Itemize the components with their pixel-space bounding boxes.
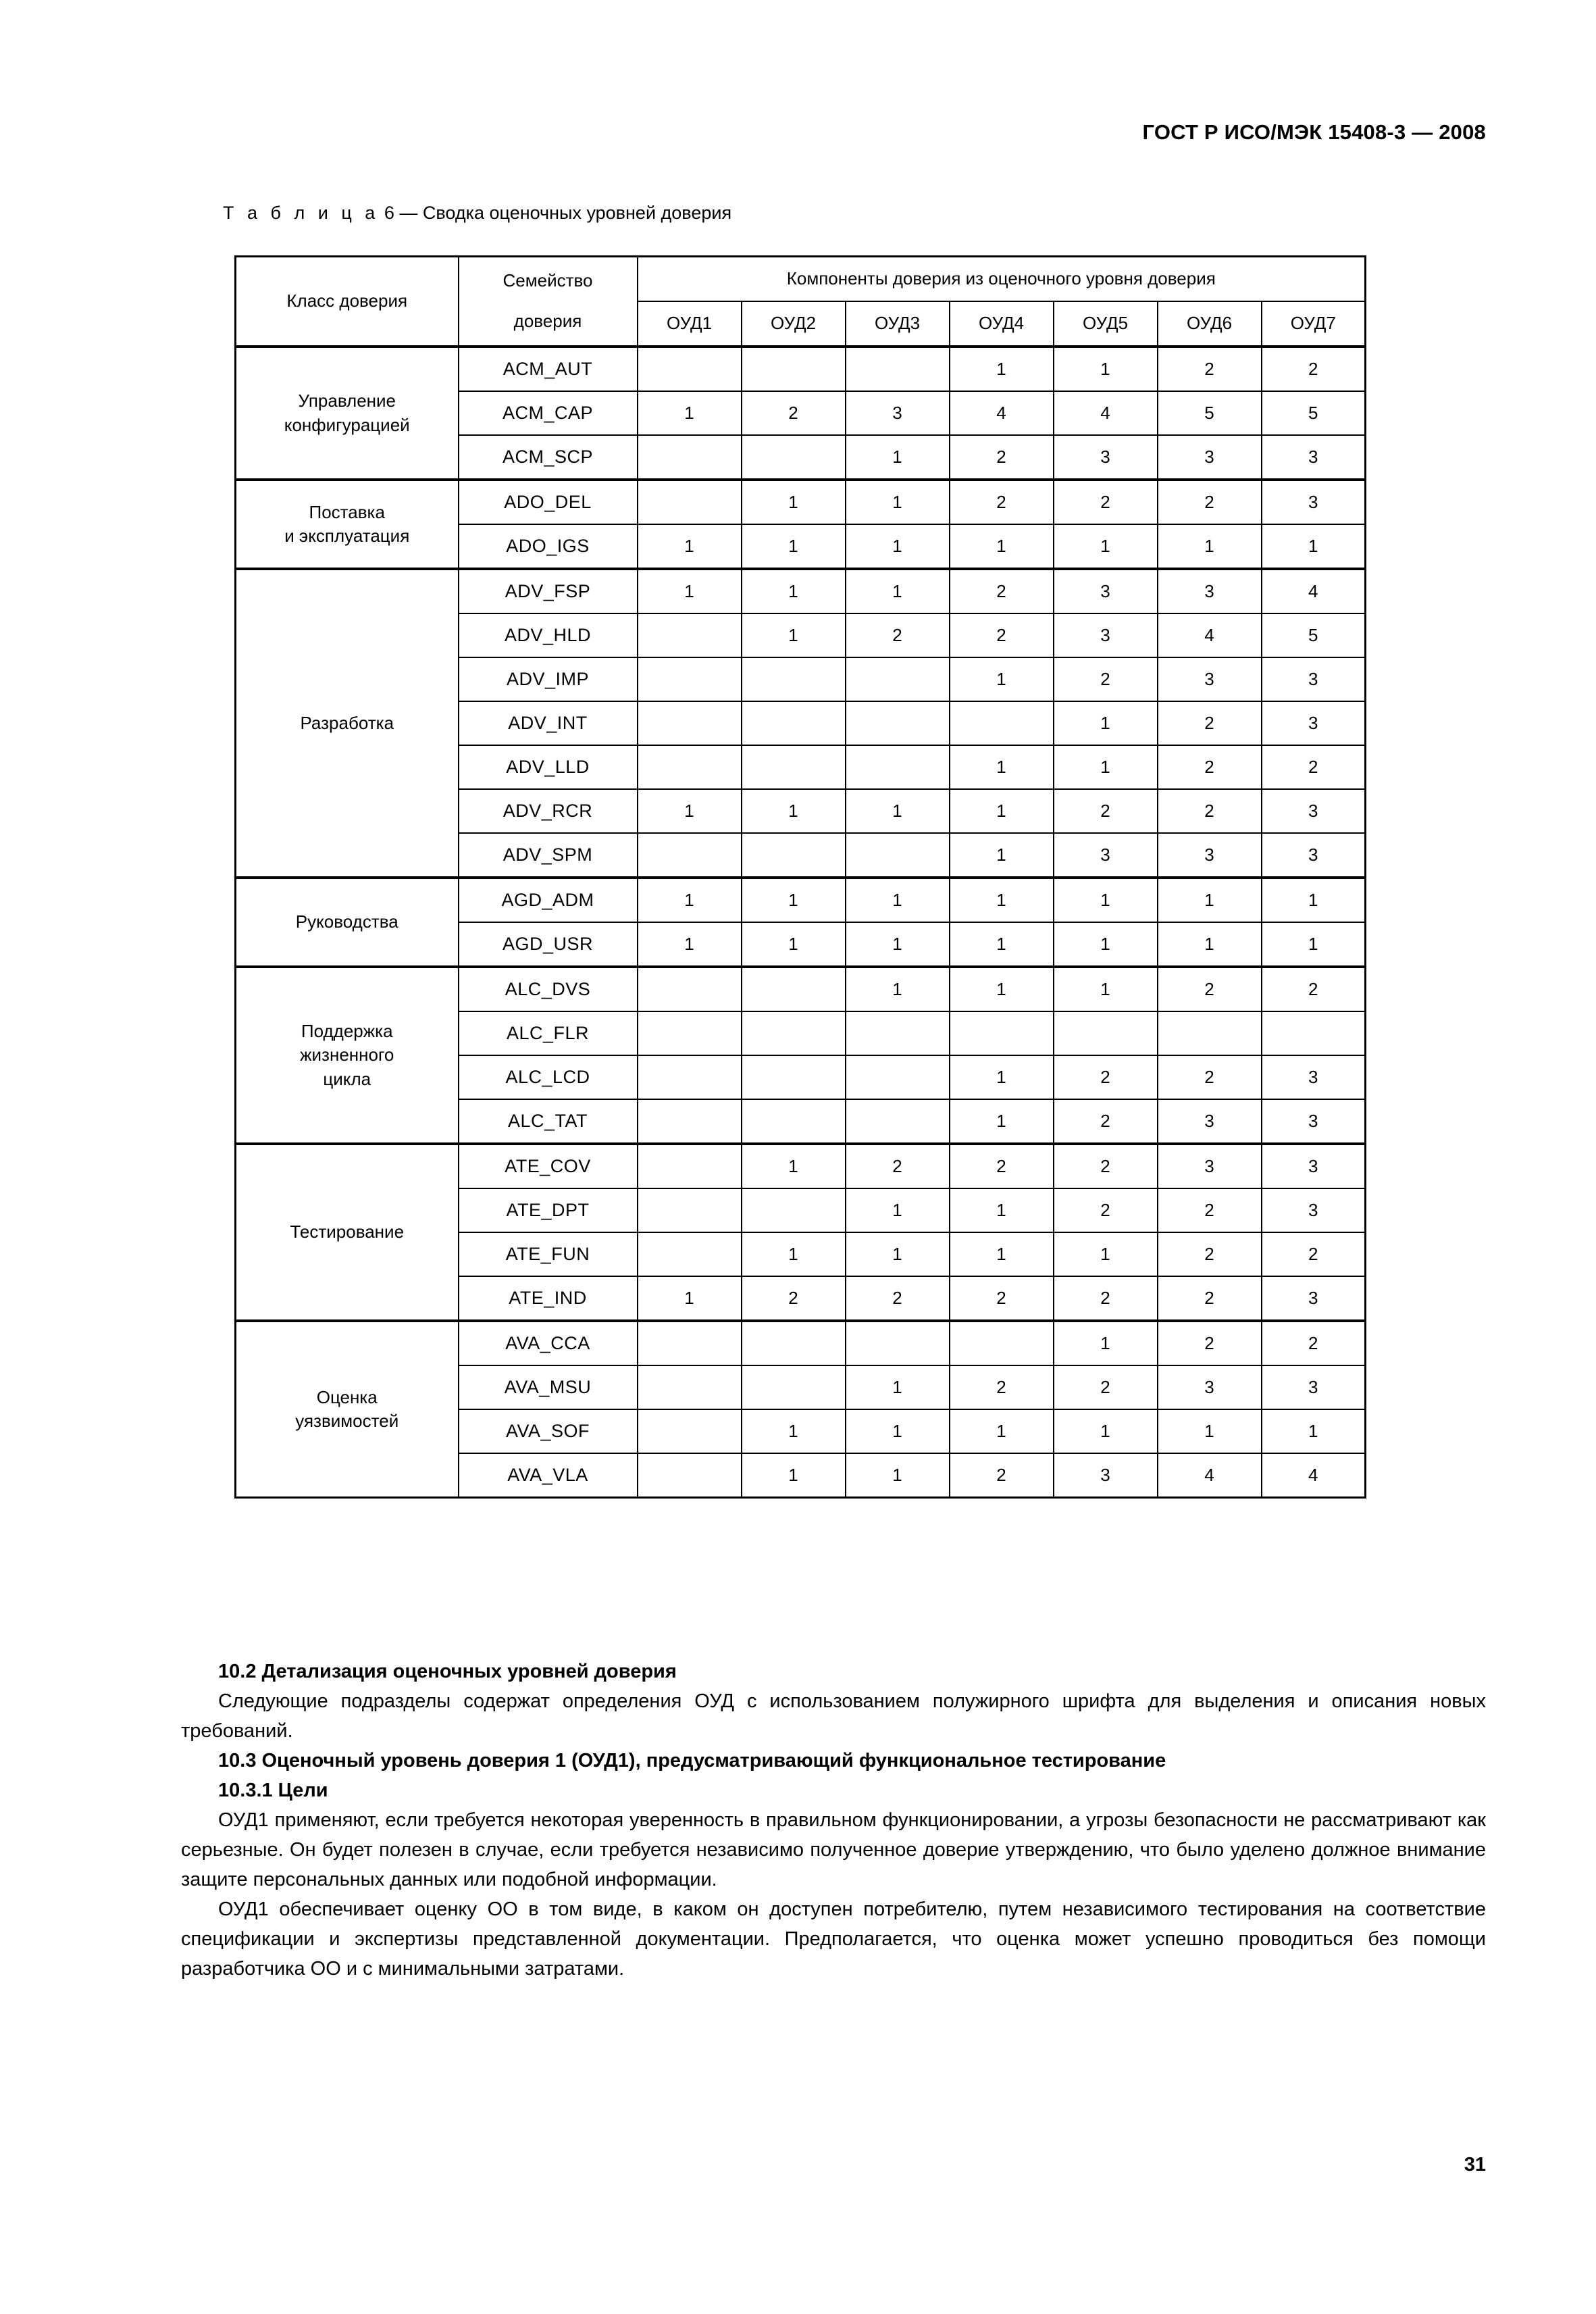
component-cell-alc_tat-eal5: 2 xyxy=(1054,1099,1158,1144)
component-cell-adv_rcr-eal3: 1 xyxy=(846,789,950,833)
component-cell-adv_hld-eal7: 5 xyxy=(1262,613,1366,657)
component-cell-alc_tat-eal3 xyxy=(846,1099,950,1144)
component-cell-acm_scp-eal7: 3 xyxy=(1262,435,1366,480)
table-caption xyxy=(223,203,731,224)
component-cell-alc_flr-eal2 xyxy=(742,1011,846,1055)
component-cell-ate_ind-eal3: 2 xyxy=(846,1276,950,1321)
component-cell-ava_sof-eal4: 1 xyxy=(950,1409,1054,1453)
component-cell-acm_scp-eal3: 1 xyxy=(846,435,950,480)
component-cell-adv_int-eal4 xyxy=(950,701,1054,745)
assurance-family-cell: AGD_USR xyxy=(459,922,638,967)
component-cell-alc_lcd-eal2 xyxy=(742,1055,846,1099)
table-row xyxy=(236,347,1366,391)
component-cell-ado_del-eal6: 2 xyxy=(1158,480,1262,524)
header-class-doveriya: Класс доверия xyxy=(236,257,459,347)
component-cell-acm_aut-eal4: 1 xyxy=(950,347,1054,391)
component-cell-ava_sof-eal1 xyxy=(638,1409,742,1453)
component-cell-alc_lcd-eal7: 3 xyxy=(1262,1055,1366,1099)
component-cell-adv_spm-eal6: 3 xyxy=(1158,833,1262,878)
component-cell-agd_adm-eal6: 1 xyxy=(1158,878,1262,922)
header-eal-7: ОУД7 xyxy=(1262,301,1366,347)
component-cell-adv_rcr-eal5: 2 xyxy=(1054,789,1158,833)
component-cell-adv_fsp-eal6: 3 xyxy=(1158,569,1262,613)
component-cell-adv_lld-eal5: 1 xyxy=(1054,745,1158,789)
component-cell-agd_usr-eal1: 1 xyxy=(638,922,742,967)
component-cell-alc_tat-eal7: 3 xyxy=(1262,1099,1366,1144)
component-cell-ado_igs-eal7: 1 xyxy=(1262,524,1366,569)
component-cell-agd_adm-eal5: 1 xyxy=(1054,878,1158,922)
assurance-family-cell: ADO_DEL xyxy=(459,480,638,524)
component-cell-ate_ind-eal4: 2 xyxy=(950,1276,1054,1321)
component-cell-agd_adm-eal4: 1 xyxy=(950,878,1054,922)
component-cell-adv_rcr-eal6: 2 xyxy=(1158,789,1262,833)
component-cell-adv_lld-eal2 xyxy=(742,745,846,789)
component-cell-ava_vla-eal1 xyxy=(638,1453,742,1498)
component-cell-adv_imp-eal3 xyxy=(846,657,950,701)
component-cell-ado_del-eal4: 2 xyxy=(950,480,1054,524)
assurance-class-line: жизненного xyxy=(300,1045,394,1065)
component-cell-ado_del-eal5: 2 xyxy=(1054,480,1158,524)
component-cell-ava_msu-eal3: 1 xyxy=(846,1365,950,1409)
component-cell-adv_fsp-eal1: 1 xyxy=(638,569,742,613)
assurance-class-cell xyxy=(236,1144,459,1321)
header-eal-5: ОУД5 xyxy=(1054,301,1158,347)
body-text-block xyxy=(181,1657,1486,1984)
component-cell-ate_fun-eal1 xyxy=(638,1232,742,1276)
assurance-family-cell: ADO_IGS xyxy=(459,524,638,569)
component-cell-acm_aut-eal1 xyxy=(638,347,742,391)
component-cell-adv_spm-eal2 xyxy=(742,833,846,878)
component-cell-ado_igs-eal2: 1 xyxy=(742,524,846,569)
assurance-summary-table xyxy=(234,255,1366,1499)
component-cell-acm_scp-eal2 xyxy=(742,435,846,480)
component-cell-alc_flr-eal4 xyxy=(950,1011,1054,1055)
component-cell-acm_scp-eal1 xyxy=(638,435,742,480)
component-cell-ava_sof-eal2: 1 xyxy=(742,1409,846,1453)
table-row xyxy=(236,569,1366,613)
component-cell-ado_igs-eal3: 1 xyxy=(846,524,950,569)
component-cell-ate_fun-eal3: 1 xyxy=(846,1232,950,1276)
component-cell-adv_hld-eal3: 2 xyxy=(846,613,950,657)
component-cell-alc_tat-eal6: 3 xyxy=(1158,1099,1262,1144)
component-cell-alc_lcd-eal4: 1 xyxy=(950,1055,1054,1099)
component-cell-adv_fsp-eal7: 4 xyxy=(1262,569,1366,613)
component-cell-adv_spm-eal5: 3 xyxy=(1054,833,1158,878)
assurance-family-cell: ACM_AUT xyxy=(459,347,638,391)
component-cell-adv_imp-eal4: 1 xyxy=(950,657,1054,701)
table-body xyxy=(236,347,1366,1498)
assurance-family-cell: ADV_IMP xyxy=(459,657,638,701)
assurance-class-line: Тестирование xyxy=(290,1222,405,1242)
component-cell-acm_cap-eal6: 5 xyxy=(1158,391,1262,435)
component-cell-adv_imp-eal6: 3 xyxy=(1158,657,1262,701)
component-cell-agd_usr-eal6: 1 xyxy=(1158,922,1262,967)
table-row xyxy=(236,480,1366,524)
assurance-class-line: Оценка xyxy=(316,1386,378,1407)
heading-10-3: 10.3 Оценочный уровень доверия 1 (ОУД1), предусматривающий функциональное тестирование xyxy=(218,1750,1166,1771)
component-cell-alc_lcd-eal6: 2 xyxy=(1158,1055,1262,1099)
component-cell-ate_cov-eal7: 3 xyxy=(1262,1144,1366,1188)
component-cell-ava_sof-eal5: 1 xyxy=(1054,1409,1158,1453)
component-cell-ate_cov-eal5: 2 xyxy=(1054,1144,1158,1188)
component-cell-ate_ind-eal7: 3 xyxy=(1262,1276,1366,1321)
component-cell-agd_adm-eal2: 1 xyxy=(742,878,846,922)
header-eal-1: ОУД1 xyxy=(638,301,742,347)
assurance-family-cell: ACM_SCP xyxy=(459,435,638,480)
header-eal-2: ОУД2 xyxy=(742,301,846,347)
component-cell-ava_msu-eal7: 3 xyxy=(1262,1365,1366,1409)
component-cell-ado_igs-eal6: 1 xyxy=(1158,524,1262,569)
assurance-family-cell: ADV_HLD xyxy=(459,613,638,657)
component-cell-adv_imp-eal7: 3 xyxy=(1262,657,1366,701)
component-cell-ate_dpt-eal5: 2 xyxy=(1054,1188,1158,1232)
component-cell-ate_cov-eal4: 2 xyxy=(950,1144,1054,1188)
component-cell-adv_rcr-eal1: 1 xyxy=(638,789,742,833)
component-cell-ava_vla-eal3: 1 xyxy=(846,1453,950,1498)
table-caption-dash: — xyxy=(399,203,418,223)
component-cell-adv_lld-eal1 xyxy=(638,745,742,789)
table-row xyxy=(236,878,1366,922)
component-cell-alc_dvs-eal6: 2 xyxy=(1158,967,1262,1011)
assurance-summary-table-wrapper xyxy=(234,255,1366,1499)
component-cell-alc_dvs-eal4: 1 xyxy=(950,967,1054,1011)
header-semeystvo-doveriya xyxy=(459,257,638,347)
component-cell-adv_fsp-eal3: 1 xyxy=(846,569,950,613)
component-cell-ava_vla-eal6: 4 xyxy=(1158,1453,1262,1498)
component-cell-agd_usr-eal4: 1 xyxy=(950,922,1054,967)
component-cell-ate_ind-eal1: 1 xyxy=(638,1276,742,1321)
component-cell-agd_usr-eal2: 1 xyxy=(742,922,846,967)
component-cell-ate_fun-eal5: 1 xyxy=(1054,1232,1158,1276)
component-cell-adv_lld-eal7: 2 xyxy=(1262,745,1366,789)
assurance-family-cell: AGD_ADM xyxy=(459,878,638,922)
component-cell-ate_cov-eal6: 3 xyxy=(1158,1144,1262,1188)
component-cell-adv_int-eal3 xyxy=(846,701,950,745)
component-cell-ate_dpt-eal7: 3 xyxy=(1262,1188,1366,1232)
component-cell-ava_msu-eal1 xyxy=(638,1365,742,1409)
component-cell-alc_lcd-eal5: 2 xyxy=(1054,1055,1158,1099)
assurance-family-cell: ACM_CAP xyxy=(459,391,638,435)
component-cell-ava_msu-eal5: 2 xyxy=(1054,1365,1158,1409)
assurance-family-cell: ADV_LLD xyxy=(459,745,638,789)
table-caption-label: Т а б л и ц а xyxy=(223,203,380,223)
component-cell-ado_del-eal7: 3 xyxy=(1262,480,1366,524)
component-cell-acm_cap-eal5: 4 xyxy=(1054,391,1158,435)
component-cell-ate_ind-eal6: 2 xyxy=(1158,1276,1262,1321)
component-cell-alc_tat-eal1 xyxy=(638,1099,742,1144)
assurance-class-cell xyxy=(236,967,459,1144)
assurance-family-cell: ALC_DVS xyxy=(459,967,638,1011)
component-cell-acm_aut-eal3 xyxy=(846,347,950,391)
assurance-class-line: Поддержка xyxy=(301,1021,393,1042)
assurance-class-cell xyxy=(236,480,459,569)
paragraph-3: ОУД1 обеспечивает оценку ОО в том виде, в каком он доступен потребителю, путем независимого тестирования на соответствие спецификации и экспертизы представленной документации. Предполагается, что оценка может успешно проводиться без помощи разработчика ОО и с минимальными затратами. xyxy=(181,1898,1486,1980)
assurance-class-cell xyxy=(236,878,459,967)
assurance-class-line: уязвимостей xyxy=(295,1411,399,1431)
component-cell-ava_cca-eal2 xyxy=(742,1321,846,1365)
header-family-line1: Семейство xyxy=(503,270,593,291)
assurance-family-cell: AVA_MSU xyxy=(459,1365,638,1409)
component-cell-agd_adm-eal3: 1 xyxy=(846,878,950,922)
component-cell-adv_spm-eal7: 3 xyxy=(1262,833,1366,878)
component-cell-adv_imp-eal2 xyxy=(742,657,846,701)
component-cell-adv_lld-eal6: 2 xyxy=(1158,745,1262,789)
component-cell-adv_int-eal6: 2 xyxy=(1158,701,1262,745)
table-head xyxy=(236,257,1366,347)
component-cell-acm_cap-eal3: 3 xyxy=(846,391,950,435)
component-cell-acm_cap-eal1: 1 xyxy=(638,391,742,435)
assurance-family-cell: ADV_FSP xyxy=(459,569,638,613)
component-cell-ado_igs-eal4: 1 xyxy=(950,524,1054,569)
component-cell-alc_dvs-eal2 xyxy=(742,967,846,1011)
component-cell-ate_dpt-eal2 xyxy=(742,1188,846,1232)
assurance-class-cell xyxy=(236,569,459,878)
component-cell-ate_dpt-eal6: 2 xyxy=(1158,1188,1262,1232)
assurance-class-line: Управление xyxy=(298,391,396,411)
assurance-family-cell: ALC_TAT xyxy=(459,1099,638,1144)
assurance-class-cell xyxy=(236,1321,459,1498)
table-caption-title: Сводка оценочных уровней доверия xyxy=(422,203,732,223)
assurance-family-cell: ATE_FUN xyxy=(459,1232,638,1276)
component-cell-adv_imp-eal1 xyxy=(638,657,742,701)
component-cell-ado_igs-eal5: 1 xyxy=(1054,524,1158,569)
component-cell-agd_adm-eal7: 1 xyxy=(1262,878,1366,922)
component-cell-ava_vla-eal5: 3 xyxy=(1054,1453,1158,1498)
heading-10-3-1: 10.3.1 Цели xyxy=(218,1780,328,1801)
component-cell-ava_cca-eal4 xyxy=(950,1321,1054,1365)
component-cell-alc_dvs-eal1 xyxy=(638,967,742,1011)
component-cell-adv_hld-eal2: 1 xyxy=(742,613,846,657)
component-cell-acm_scp-eal4: 2 xyxy=(950,435,1054,480)
assurance-family-cell: ATE_DPT xyxy=(459,1188,638,1232)
component-cell-alc_dvs-eal3: 1 xyxy=(846,967,950,1011)
component-cell-adv_spm-eal4: 1 xyxy=(950,833,1054,878)
paragraph-2: ОУД1 применяют, если требуется некоторая уверенность в правильном функционировании, а угрозы безопасности не рассматривают как серьезные. Он будет полезен в случае, если требуется независимо полученное доверие утверждению, что было уделено должное внимание защите персональных данных или подобной информации. xyxy=(181,1809,1486,1890)
table-row xyxy=(236,1144,1366,1188)
page-number: 31 xyxy=(1464,2154,1486,2175)
component-cell-ate_dpt-eal3: 1 xyxy=(846,1188,950,1232)
component-cell-adv_int-eal5: 1 xyxy=(1054,701,1158,745)
component-cell-ate_fun-eal2: 1 xyxy=(742,1232,846,1276)
component-cell-acm_cap-eal4: 4 xyxy=(950,391,1054,435)
assurance-class-line: конфигурацией xyxy=(284,414,410,435)
component-cell-acm_cap-eal7: 5 xyxy=(1262,391,1366,435)
component-cell-agd_usr-eal7: 1 xyxy=(1262,922,1366,967)
component-cell-agd_adm-eal1: 1 xyxy=(638,878,742,922)
component-cell-ava_sof-eal6: 1 xyxy=(1158,1409,1262,1453)
component-cell-alc_dvs-eal7: 2 xyxy=(1262,967,1366,1011)
component-cell-ate_fun-eal4: 1 xyxy=(950,1232,1054,1276)
component-cell-alc_flr-eal1 xyxy=(638,1011,742,1055)
table-row xyxy=(236,1321,1366,1365)
component-cell-adv_hld-eal5: 3 xyxy=(1054,613,1158,657)
assurance-class-line: Разработка xyxy=(300,712,394,733)
component-cell-adv_spm-eal1 xyxy=(638,833,742,878)
assurance-class-line: и эксплуатация xyxy=(284,526,410,546)
component-cell-adv_rcr-eal4: 1 xyxy=(950,789,1054,833)
component-cell-ava_vla-eal4: 2 xyxy=(950,1453,1054,1498)
assurance-family-cell: ALC_FLR xyxy=(459,1011,638,1055)
component-cell-adv_imp-eal5: 2 xyxy=(1054,657,1158,701)
table-head-row-1 xyxy=(236,257,1366,301)
component-cell-acm_aut-eal2 xyxy=(742,347,846,391)
assurance-family-cell: ALC_LCD xyxy=(459,1055,638,1099)
assurance-family-cell: AVA_CCA xyxy=(459,1321,638,1365)
component-cell-ate_fun-eal7: 2 xyxy=(1262,1232,1366,1276)
component-cell-alc_flr-eal3 xyxy=(846,1011,950,1055)
component-cell-adv_lld-eal4: 1 xyxy=(950,745,1054,789)
component-cell-adv_fsp-eal5: 3 xyxy=(1054,569,1158,613)
component-cell-adv_hld-eal1 xyxy=(638,613,742,657)
component-cell-alc_flr-eal7 xyxy=(1262,1011,1366,1055)
component-cell-ava_vla-eal7: 4 xyxy=(1262,1453,1366,1498)
assurance-family-cell: ADV_INT xyxy=(459,701,638,745)
component-cell-ava_cca-eal3 xyxy=(846,1321,950,1365)
header-eal-4: ОУД4 xyxy=(950,301,1054,347)
component-cell-adv_rcr-eal7: 3 xyxy=(1262,789,1366,833)
component-cell-ate_cov-eal3: 2 xyxy=(846,1144,950,1188)
component-cell-adv_int-eal2 xyxy=(742,701,846,745)
component-cell-adv_int-eal1 xyxy=(638,701,742,745)
component-cell-alc_lcd-eal3 xyxy=(846,1055,950,1099)
component-cell-ava_msu-eal6: 3 xyxy=(1158,1365,1262,1409)
component-cell-alc_dvs-eal5: 1 xyxy=(1054,967,1158,1011)
header-eal-6: ОУД6 xyxy=(1158,301,1262,347)
component-cell-adv_spm-eal3 xyxy=(846,833,950,878)
component-cell-agd_usr-eal3: 1 xyxy=(846,922,950,967)
assurance-class-cell xyxy=(236,347,459,480)
component-cell-alc_flr-eal5 xyxy=(1054,1011,1158,1055)
component-cell-adv_int-eal7: 3 xyxy=(1262,701,1366,745)
component-cell-ado_del-eal1 xyxy=(638,480,742,524)
assurance-family-cell: ATE_COV xyxy=(459,1144,638,1188)
component-cell-acm_aut-eal7: 2 xyxy=(1262,347,1366,391)
component-cell-ava_cca-eal1 xyxy=(638,1321,742,1365)
component-cell-acm_cap-eal2: 2 xyxy=(742,391,846,435)
component-cell-ava_cca-eal7: 2 xyxy=(1262,1321,1366,1365)
component-cell-alc_flr-eal6 xyxy=(1158,1011,1262,1055)
component-cell-ado_del-eal2: 1 xyxy=(742,480,846,524)
component-cell-acm_aut-eal6: 2 xyxy=(1158,347,1262,391)
component-cell-ate_fun-eal6: 2 xyxy=(1158,1232,1262,1276)
component-cell-acm_aut-eal5: 1 xyxy=(1054,347,1158,391)
table-row xyxy=(236,967,1366,1011)
assurance-family-cell: ADV_SPM xyxy=(459,833,638,878)
component-cell-alc_tat-eal2 xyxy=(742,1099,846,1144)
component-cell-ava_vla-eal2: 1 xyxy=(742,1453,846,1498)
component-cell-ate_cov-eal1 xyxy=(638,1144,742,1188)
component-cell-ava_msu-eal4: 2 xyxy=(950,1365,1054,1409)
header-components: Компоненты доверия из оценочного уровня доверия xyxy=(638,257,1366,301)
component-cell-adv_fsp-eal4: 2 xyxy=(950,569,1054,613)
component-cell-adv_rcr-eal2: 1 xyxy=(742,789,846,833)
component-cell-agd_usr-eal5: 1 xyxy=(1054,922,1158,967)
assurance-family-cell: ATE_IND xyxy=(459,1276,638,1321)
component-cell-ate_dpt-eal4: 1 xyxy=(950,1188,1054,1232)
assurance-class-line: Поставка xyxy=(309,501,385,522)
component-cell-adv_fsp-eal2: 1 xyxy=(742,569,846,613)
component-cell-adv_hld-eal4: 2 xyxy=(950,613,1054,657)
component-cell-ado_igs-eal1: 1 xyxy=(638,524,742,569)
component-cell-adv_hld-eal6: 4 xyxy=(1158,613,1262,657)
assurance-class-line: Руководства xyxy=(295,911,398,932)
component-cell-ate_cov-eal2: 1 xyxy=(742,1144,846,1188)
component-cell-ava_sof-eal7: 1 xyxy=(1262,1409,1366,1453)
component-cell-ava_sof-eal3: 1 xyxy=(846,1409,950,1453)
component-cell-ado_del-eal3: 1 xyxy=(846,480,950,524)
header-eal-3: ОУД3 xyxy=(846,301,950,347)
assurance-family-cell: AVA_SOF xyxy=(459,1409,638,1453)
component-cell-acm_scp-eal6: 3 xyxy=(1158,435,1262,480)
component-cell-alc_tat-eal4: 1 xyxy=(950,1099,1054,1144)
component-cell-alc_lcd-eal1 xyxy=(638,1055,742,1099)
assurance-class-line: цикла xyxy=(323,1068,371,1089)
component-cell-ate_ind-eal2: 2 xyxy=(742,1276,846,1321)
component-cell-ava_msu-eal2 xyxy=(742,1365,846,1409)
paragraph-1: Следующие подразделы содержат определения ОУД с использованием полужирного шрифта для выделения и описания новых требований. xyxy=(181,1690,1486,1742)
table-caption-number: 6 xyxy=(384,203,394,223)
assurance-family-cell: ADV_RCR xyxy=(459,789,638,833)
heading-10-2: 10.2 Детализация оценочных уровней доверия xyxy=(218,1661,677,1682)
running-head: ГОСТ Р ИСО/МЭК 15408-3 — 2008 xyxy=(1142,120,1486,144)
component-cell-ate_ind-eal5: 2 xyxy=(1054,1276,1158,1321)
header-family-line2: доверия xyxy=(513,311,582,331)
component-cell-ava_cca-eal5: 1 xyxy=(1054,1321,1158,1365)
component-cell-ate_dpt-eal1 xyxy=(638,1188,742,1232)
assurance-family-cell: AVA_VLA xyxy=(459,1453,638,1498)
component-cell-ava_cca-eal6: 2 xyxy=(1158,1321,1262,1365)
component-cell-adv_lld-eal3 xyxy=(846,745,950,789)
component-cell-acm_scp-eal5: 3 xyxy=(1054,435,1158,480)
